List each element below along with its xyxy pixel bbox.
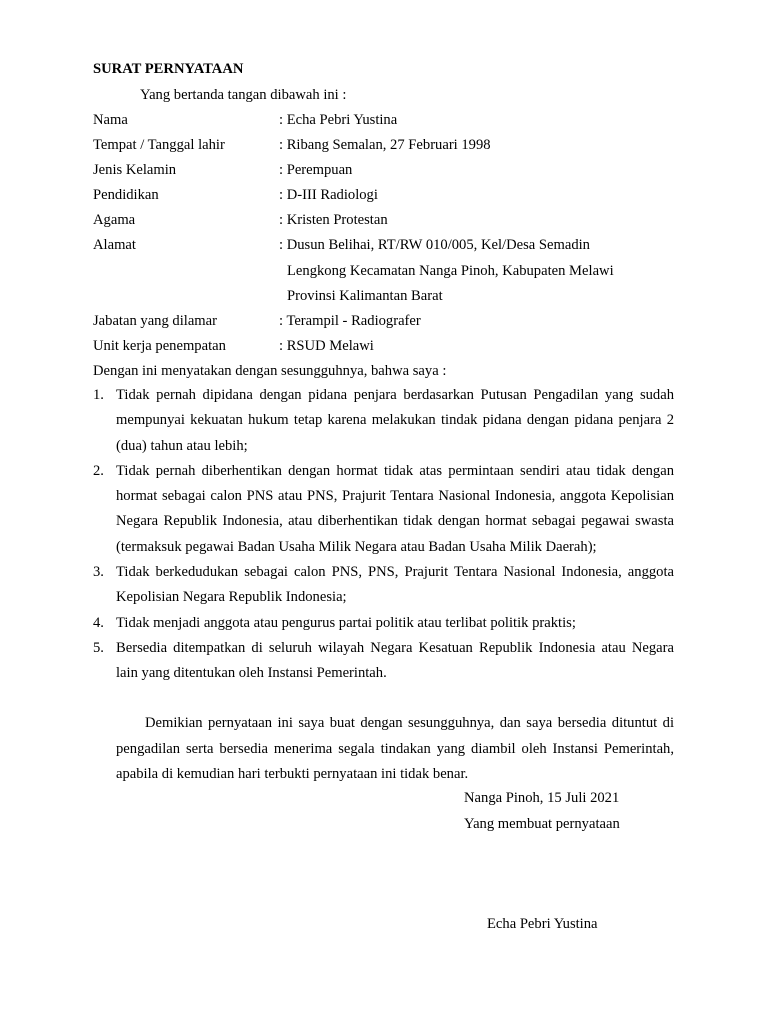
list-item-number: 1. (93, 387, 104, 403)
field-value-jabatan: : Terampil - Radiografer (279, 313, 421, 329)
field-value-alamat-line-2: Lengkong Kecamatan Nanga Pinoh, Kabupaten Melawi (287, 263, 614, 279)
list-item-number: 5. (93, 639, 104, 656)
field-value-unit-kerja: : RSUD Melawi (279, 338, 374, 354)
statement-line: Dengan ini menyatakan dengan sesungguhnya, bahwa saya : (93, 363, 447, 379)
signature-role: Yang membuat pernyataan (464, 816, 620, 832)
field-label-nama: Nama (93, 112, 128, 128)
field-label-jabatan: Jabatan yang dilamar (93, 313, 217, 329)
intro-line: Yang bertanda tangan dibawah ini : (140, 87, 347, 103)
field-label-pendidikan: Pendidikan (93, 187, 159, 203)
field-label-jenis-kelamin: Jenis Kelamin (93, 162, 177, 178)
field-value-alamat-line-3: Provinsi Kalimantan Barat (287, 288, 443, 304)
list-item-text: Tidak berkedudukan sebagai calon PNS, PNS, Prajurit Tentara Nasional Indonesia, anggota Kepolisian Negara Republik Indonesia; (116, 564, 674, 606)
list-item (93, 611, 674, 636)
list-item (93, 636, 674, 687)
field-value-nama: : Echa Pebri Yustina (279, 112, 398, 128)
list-item (93, 560, 674, 611)
list-item-text: Bersedia ditempatkan di seluruh wilayah Negara Kesatuan Republik Indonesia atau Negara lain yang ditentukan oleh Instansi Pemerintah. (116, 639, 674, 682)
list-item-text: Tidak pernah diberhentikan dengan hormat tidak atas permintaan sendiri atau tidak dengan hormat sebagai calon PNS atau PNS, Prajurit Tentara Nasional Indonesia, anggota Kepolisian Negara Republik Indonesia, atau diberhentikan tidak dengan hormat sebagai pegawai swasta (termaksuk pegawai Badan Usaha Milik Negara atau Badan Usaha Milik Daerah); (116, 462, 674, 555)
list-item-number: 4. (93, 614, 104, 631)
field-label-alamat: Alamat (93, 237, 136, 253)
field-value-alamat: : Dusun Belihai, RT/RW 010/005, Kel/Desa Semadin (279, 237, 590, 253)
list-item (93, 459, 674, 560)
field-value-pendidikan: : D-III Radiologi (279, 187, 378, 203)
field-value-agama: : Kristen Protestan (279, 212, 388, 228)
declaration-list (93, 383, 674, 687)
closing-paragraph: Demikian pernyataan ini saya buat dengan sesungguhnya, dan saya bersedia dituntut di pengadilan serta bersedia menerima segala tindakan yang diambil oleh Instansi Pemerintah, apabila di kemudian hari terbukti pernyataan ini tidak benar. (116, 715, 674, 783)
field-value-jenis-kelamin: : Perempuan (279, 162, 353, 178)
field-value-tempat-tanggal-lahir: : Ribang Semalan, 27 Februari 1998 (279, 137, 491, 153)
field-label-unit-kerja: Unit kerja penempatan (93, 338, 226, 354)
list-item-text: Tidak menjadi anggota atau pengurus partai politik atau terlibat politik praktis; (116, 614, 576, 631)
signature-name: Echa Pebri Yustina (487, 916, 598, 932)
document-title: SURAT PERNYATAAN (93, 61, 244, 77)
list-item-number: 2. (93, 462, 104, 479)
list-item-text: Tidak pernah dipidana dengan pidana penjara berdasarkan Putusan Pengadilan yang sudah mempunyai kekuatan hukum tetap karena melakukan tindak pidana dengan pidana penjara 2 (dua) tahun atau lebih; (116, 387, 674, 454)
list-item-number: 3. (93, 564, 104, 581)
field-label-agama: Agama (93, 212, 136, 228)
list-item (93, 383, 674, 459)
field-label-tempat-tanggal-lahir: Tempat / Tanggal lahir (93, 137, 225, 153)
signature-place-date: Nanga Pinoh, 15 Juli 2021 (464, 790, 620, 806)
